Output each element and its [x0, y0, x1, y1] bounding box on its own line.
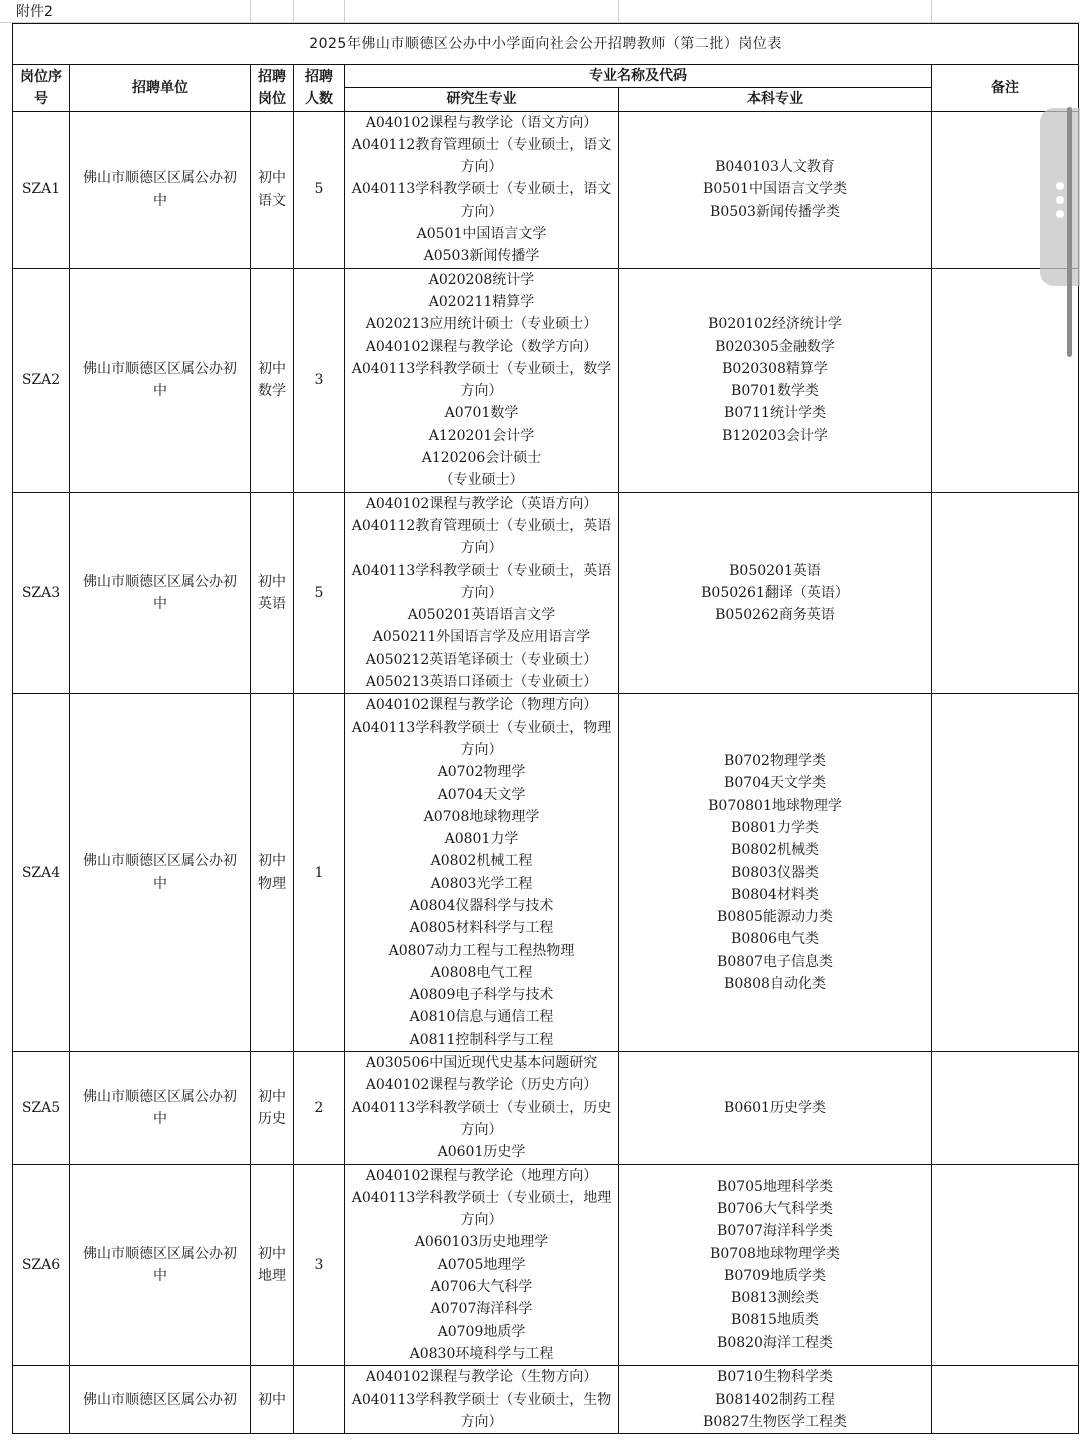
table-row: [13, 694, 1079, 1052]
header-seq: 岗位序 号: [13, 65, 70, 112]
gridline: [618, 0, 619, 22]
table-row: [13, 1052, 1079, 1164]
table-row: [13, 1164, 1079, 1366]
headcount: 3: [294, 1164, 345, 1366]
recruiting-unit: 佛山市顺德区区属公办初 中: [70, 111, 251, 268]
header-post: 招聘 岗位: [251, 65, 294, 112]
position-name: 初中: [251, 1366, 294, 1434]
header-count: 招聘 人数: [294, 65, 345, 112]
graduate-majors: A040102课程与教学论（生物方向） A040113学科教学硕士（专业硕士，生物 方向）: [345, 1366, 619, 1434]
position-name: 初中 英语: [251, 492, 294, 694]
headcount: [294, 1366, 345, 1434]
position-name: 初中 历史: [251, 1052, 294, 1164]
remark: [932, 492, 1079, 694]
position-id: SZA6: [13, 1164, 70, 1366]
recruiting-unit: 佛山市顺德区区属公办初 中: [70, 694, 251, 1052]
handle-dot: [1056, 196, 1064, 204]
position-id: SZA2: [13, 268, 70, 492]
recruiting-unit: 佛山市顺德区区属公办初 中: [70, 492, 251, 694]
position-id: SZA4: [13, 694, 70, 1052]
gridline: [344, 0, 345, 22]
undergraduate-majors: B0702物理学类 B0704天文学类 B070801地球物理学 B0801力学类 B0802机械类 B0803仪器类 B0804材料类 B0805能源动力类 B0806电气类 B0807电子信息类 B0808自动化类: [619, 694, 932, 1052]
remark: [932, 1366, 1079, 1434]
undergraduate-majors: B020102经济统计学 B020305金融数学 B020308精算学 B0701数学类 B0711统计学类 B120203会计学: [619, 268, 932, 492]
attachment-label: 附件2: [16, 4, 53, 20]
headcount: 2: [294, 1052, 345, 1164]
undergraduate-majors: B0710生物科学类 B081402制药工程 B0827生物医学工程类: [619, 1366, 932, 1434]
recruiting-unit: 佛山市顺德区区属公办初 中: [70, 268, 251, 492]
position-id: SZA3: [13, 492, 70, 694]
recruiting-unit: 佛山市顺德区区属公办初 中: [70, 1052, 251, 1164]
graduate-majors: A040102课程与教学论（英语方向） A040112教育管理硕士（专业硕士，英语 方向） A040113学科教学硕士（专业硕士，英语 方向） A050201英语语言文学 A050211外国语言学及应用语言学 A050212英语笔译硕士（专业硕士） A050213英语口译硕士（专业硕士）: [345, 492, 619, 694]
recruitment-table: [12, 23, 1079, 1434]
handle-dot: [1056, 182, 1064, 190]
top-row-strip: [0, 0, 1080, 23]
undergraduate-majors: B0705地理科学类 B0706大气科学类 B0707海洋科学类 B0708地球物理学类 B0709地质学类 B0813测绘类 B0815地质类 B0820海洋工程类: [619, 1164, 932, 1366]
vertical-scrollbar-thumb[interactable]: [1067, 107, 1072, 357]
table-title: 2025年佛山市顺德区公办中小学面向社会公开招聘教师（第二批）岗位表: [13, 24, 1079, 65]
table-row: [13, 1366, 1079, 1434]
recruiting-unit: 佛山市顺德区区属公办初: [70, 1366, 251, 1434]
recruiting-unit: 佛山市顺德区区属公办初 中: [70, 1164, 251, 1366]
graduate-majors: A040102课程与教学论（物理方向） A040113学科教学硕士（专业硕士，物理 方向） A0702物理学 A0704天文学 A0708地球物理学 A0801力学 A0802机械工程 A0803光学工程 A0804仪器科学与技术 A0805材料科学与工程 A0807动力工程与工程热物理 A0808电气工程 A0809电子科学与技术 A0810信息与通信工程 A0811控制科学与工程: [345, 694, 619, 1052]
remark: [932, 694, 1079, 1052]
position-id: [13, 1366, 70, 1434]
gridline: [931, 0, 932, 22]
position-name: 初中 语文: [251, 111, 294, 268]
table-row: [13, 268, 1079, 492]
handle-dot: [1056, 210, 1064, 218]
header-unit: 招聘单位: [70, 65, 251, 112]
undergraduate-majors: B0601历史学类: [619, 1052, 932, 1164]
graduate-majors: A040102课程与教学论（地理方向） A040113学科教学硕士（专业硕士，地理 方向） A060103历史地理学 A0705地理学 A0706大气科学 A0707海洋科学 A0709地质学 A0830环境科学与工程: [345, 1164, 619, 1366]
table-row: [13, 111, 1079, 268]
headcount: 1: [294, 694, 345, 1052]
graduate-majors: A030506中国近现代史基本问题研究 A040102课程与教学论（历史方向） A040113学科教学硕士（专业硕士，历史 方向） A0601历史学: [345, 1052, 619, 1164]
header-major: 专业名称及代码: [345, 65, 932, 88]
gridline: [250, 0, 251, 22]
position-name: 初中 数学: [251, 268, 294, 492]
headcount: 5: [294, 492, 345, 694]
remark: [932, 268, 1079, 492]
graduate-majors: A040102课程与教学论（语文方向） A040112教育管理硕士（专业硕士，语文 方向） A040113学科教学硕士（专业硕士，语文 方向） A0501中国语言文学 A0503新闻传播学: [345, 111, 619, 268]
position-id: SZA5: [13, 1052, 70, 1164]
headcount: 5: [294, 111, 345, 268]
table-row: [13, 492, 1079, 694]
position-name: 初中 物理: [251, 694, 294, 1052]
header-ug: 本科专业: [619, 88, 932, 111]
gridline: [293, 0, 294, 22]
undergraduate-majors: B040103人文教育 B0501中国语言文学类 B0503新闻传播学类: [619, 111, 932, 268]
headcount: 3: [294, 268, 345, 492]
position-id: SZA1: [13, 111, 70, 268]
graduate-majors: A020208统计学 A020211精算学 A020213应用统计硕士（专业硕士） A040102课程与教学论（数学方向） A040113学科教学硕士（专业硕士，数学 方向） A0701数学 A120201会计学 A120206会计硕士 （专业硕士）: [345, 268, 619, 492]
side-drawer-handle[interactable]: [1040, 108, 1080, 286]
undergraduate-majors: B050201英语 B050261翻译（英语） B050262商务英语: [619, 492, 932, 694]
position-name: 初中 地理: [251, 1164, 294, 1366]
remark: [932, 1052, 1079, 1164]
header-grad: 研究生专业: [345, 88, 619, 111]
remark: [932, 1164, 1079, 1366]
header-remark: 备注: [932, 65, 1079, 112]
